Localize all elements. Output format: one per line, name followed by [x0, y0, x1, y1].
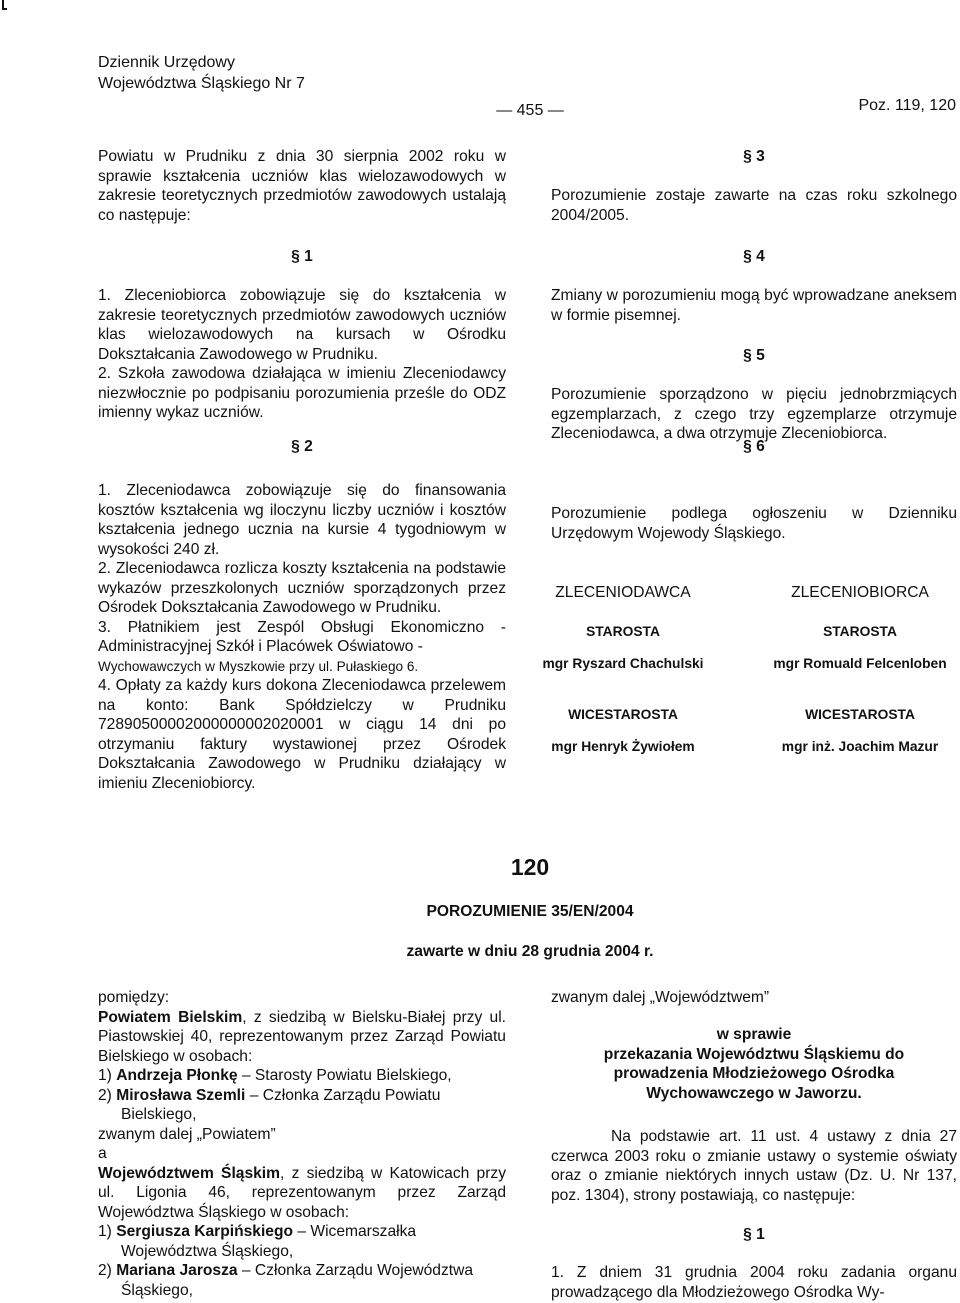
party-2-details: , z siedzibą w Katowicach przy ul. Ligonia 46, reprezentowanym przez Zarząd Województwa Śląskiego w osobach: [98, 1164, 506, 1221]
left-intro: Powiatu w Prudniku z dnia 30 sierpnia 2002 roku w sprawie kształcenia uczniów klas wielozawodowych w zakresie teoretycznych przedmiotów zawodowych ustalają co następuje: [98, 148, 506, 224]
list-number: 2) [98, 1086, 112, 1104]
rep-name: Andrzeja Płonkę [116, 1067, 238, 1084]
signatory-name: mgr Ryszard Chachulski [542, 656, 704, 671]
section-3-text: Porozumienie zostaje zawarte na czas roku szkolnego 2004/2005. [551, 187, 957, 224]
section-1-point-1: 1. Zleceniobiorca zobowiązuje się do kształcenia w zakresie teoretycznych przedmiotów zawodowych uczniów klas wielozawodowych na kursach w Ośrodku Dokształcania Zawodowego w Prudniku. [98, 287, 506, 363]
party-1-details: , z siedzibą w Bielsku-Białej przy ul. Piastowskiej 40, reprezentowanym przez Zarząd Powiatu Bielskiego w osobach: [98, 1008, 506, 1065]
list-number: 2) [98, 1262, 112, 1279]
section-2-body [98, 481, 506, 793]
page-number: — 455 — [496, 102, 564, 119]
party-1-rep-2 [98, 1086, 506, 1125]
doc120-section-1-heading: § 1 [743, 1226, 765, 1243]
rep-role: – Członka Zarządu Powiatu Bielskiego, [121, 1086, 441, 1123]
journal-issue: Województwa Śląskiego Nr 7 [98, 75, 305, 92]
between-label: pomiędzy: [98, 989, 170, 1006]
parties-section [98, 988, 506, 1300]
party-2-rep-2 [98, 1261, 506, 1300]
section-2-point-1: 1. Zleceniodawca zobowiązuje się do finansowania kosztów kształcenia wg iloczynu liczby uczniów i kosztów kształcenia jednego ucznia na kursie 4 tygodniowym w wysokości 240 zł. [98, 482, 506, 558]
page-corner-mark [2, 0, 7, 10]
doc120-section-1-point-1: 1. Z dniem 31 grudnia 2004 roku zadania organu prowadzącego dla Młodzieżowego Ośrodka Wy- [551, 1264, 957, 1301]
section-6-text: Porozumienie podlega ogłoszeniu w Dzienniku Urzędowym Wojewody Śląskiego. [551, 505, 957, 542]
party-2-name: Województwem Śląskim [98, 1164, 280, 1182]
rep-name: Mirosława Szemli [116, 1086, 246, 1104]
party-1 [98, 1008, 506, 1067]
subject-intro: w sprawie [716, 1026, 792, 1043]
subject-block [551, 1025, 957, 1103]
conjunction: a [98, 1145, 107, 1162]
list-number: 1) [98, 1223, 112, 1240]
document-title: POROZUMIENIE 35/EN/2004 [426, 903, 634, 920]
signature-block-right [750, 584, 960, 754]
section-5-heading: § 5 [743, 347, 765, 364]
signatory-name: mgr Romuald Felcenloben [773, 656, 947, 671]
rep-role: – Członka Zarządu Województwa Śląskiego, [121, 1262, 474, 1299]
section-6-heading: § 6 [743, 438, 765, 455]
signatory-name: mgr Henryk Żywiołem [551, 739, 695, 754]
party-label: ZLECENIODAWCA [555, 584, 691, 601]
party-2-rep-1 [98, 1222, 506, 1261]
document-number: 120 [510, 854, 550, 880]
signatory-role: STAROSTA [586, 624, 660, 639]
rep-role: – Starosty Powiatu Bielskiego, [237, 1067, 452, 1084]
journal-header [98, 52, 305, 94]
party-2-alias: zwanym dalej „Województwem” [551, 989, 770, 1006]
subject-text: przekazania Województwu Śląskiemu do prowadzenia Młodzieżowego Ośrodka Wychowawczego w Jaworzu. [603, 1045, 905, 1102]
signatory-role: WICESTAROSTA [568, 707, 678, 722]
party-1-alias: zwanym dalej „Powiatem” [98, 1125, 276, 1143]
signatory-name: mgr inż. Joachim Mazur [781, 739, 939, 754]
party-1-name: Powiatem Bielskim [98, 1008, 243, 1026]
section-2-point-4: 4. Opłaty za każdy kurs dokona Zleceniodawca przelewem na konto: Bank Spółdzielczy w Prudniku 72890500002000000002020001 w ciągu 14 dni po otrzymaniu faktury wystawionej przez Ośrodek Dokształcania Zawodowego w Prudniku działający w imieniu Zleceniobiorcy. [98, 677, 506, 792]
section-2-point-2: 2. Zleceniodawca rozlicza koszty kształcenia na podstawie wykazów przeszkolonych uczniów sporządzonych przez Ośrodek Dokształcania Zawodowego w Prudniku. [98, 560, 506, 616]
section-1-body [98, 286, 506, 423]
rep-role: – Wicemarszałka Województwa Śląskiego, [121, 1223, 417, 1260]
section-4-heading: § 4 [743, 248, 765, 265]
section-3-heading: § 3 [743, 148, 765, 165]
list-number: 1) [98, 1067, 112, 1084]
legal-basis: Na podstawie art. 11 ust. 4 ustawy z dnia 27 czerwca 2003 roku o zmianie ustawy o systemie oświaty oraz o zmianie niektórych innych ustaw (Dz. U. Nr 137, poz. 1304), strony postawiają, co następuje: [551, 1128, 957, 1204]
section-5-text: Porozumienie sporządzono w pięciu jednobrzmiących egzemplarzach, z czego trzy egzemplarze otrzymuje Zleceniodawca, a dwa otrzymuje Zleceniobiorca. [551, 386, 957, 442]
position-label: Poz. 119, 120 [858, 97, 956, 114]
section-2-point-3-cont: Wychowawczych w Myszkowie przy ul. Pułaskiego 6. [98, 658, 419, 674]
section-1-point-2: 2. Szkoła zawodowa działająca w imieniu Zleceniodawcy niezwłocznie po podpisaniu porozumienia prześle do ODZ imienny wykaz uczniów. [98, 365, 506, 421]
signatory-role: STAROSTA [823, 624, 897, 639]
section-2-point-3: 3. Płatnikiem jest Zespól Obsługi Ekonomiczno - Administracyjnej Szkół i Placówek Oświatowo - [98, 618, 506, 655]
section-4-text: Zmiany w porozumieniu mogą być wprowadzane aneksem w formie pisemnej. [551, 287, 957, 324]
signature-block-left [513, 584, 733, 754]
rep-name: Sergiusza Karpińskiego [116, 1223, 294, 1240]
party-label: ZLECENIOBIORCA [791, 584, 929, 601]
document-date: zawarte w dniu 28 grudnia 2004 r. [406, 943, 654, 960]
rep-name: Mariana Jarosza [116, 1262, 238, 1279]
section-1-heading: § 1 [291, 248, 313, 265]
party-1-rep-1 [98, 1066, 506, 1086]
section-2-heading: § 2 [291, 438, 313, 455]
party-2 [98, 1164, 506, 1223]
journal-title: Dziennik Urzędowy [98, 54, 235, 71]
signatory-role: WICESTAROSTA [805, 707, 915, 722]
